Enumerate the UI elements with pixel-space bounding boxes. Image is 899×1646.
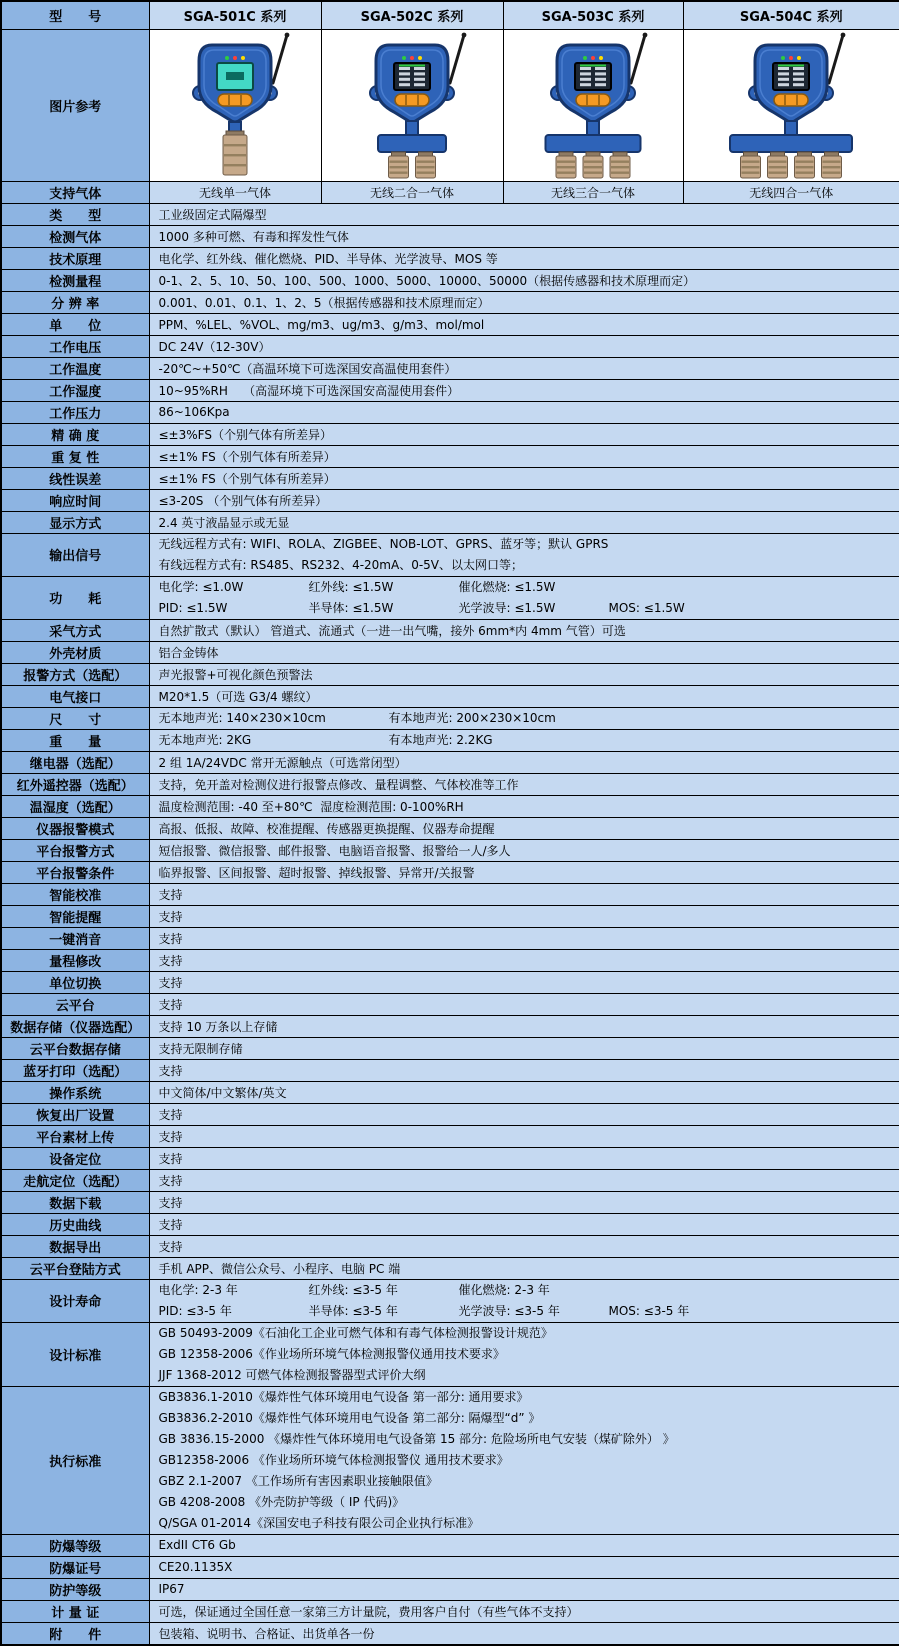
spec-row-value: 中文简体/中文繁体/英文	[149, 1081, 899, 1103]
spec-value-line	[159, 577, 899, 598]
product-image-sga-504c	[706, 31, 876, 179]
spec-row-value: CE20.1135X	[149, 1556, 899, 1578]
spec-row	[1, 1169, 899, 1191]
spec-value-seg: 无本地声光: 140×230×10cm	[159, 710, 389, 727]
spec-row-value: 支持	[149, 1103, 899, 1125]
spec-row-value	[149, 1322, 899, 1386]
spec-value-seg: 有本地声光: 2.2KG	[389, 732, 493, 749]
spec-value-seg: 光学波导: ≤3-5 年	[459, 1303, 609, 1320]
product-image-cell	[683, 29, 899, 181]
spec-row-label: 红外遥控器（选配）	[1, 773, 149, 795]
spec-row-label: 采气方式	[1, 619, 149, 641]
spec-row-label: 类 型	[1, 203, 149, 225]
spec-row	[1, 291, 899, 313]
spec-row-value: 手机 APP、微信公众号、小程序、电脑 PC 端	[149, 1257, 899, 1279]
spec-value-line	[159, 708, 899, 729]
spec-row-value	[149, 707, 899, 729]
spec-row-label: 设计寿命	[1, 1279, 149, 1322]
spec-row-label: 平台报警方式	[1, 839, 149, 861]
supported-gas-row	[1, 181, 899, 203]
spec-value-seg: 光学波导: ≤1.5W	[459, 600, 609, 617]
spec-row	[1, 641, 899, 663]
spec-row-label: 功 耗	[1, 576, 149, 619]
spec-row-label: 历史曲线	[1, 1213, 149, 1235]
spec-row-value: 铝合金铸体	[149, 641, 899, 663]
spec-row-label: 防护等级	[1, 1578, 149, 1600]
spec-row-value: 临界报警、区间报警、超时报警、掉线报警、异常开/关报警	[149, 861, 899, 883]
spec-row-value: 支持	[149, 883, 899, 905]
spec-row-value	[149, 533, 899, 576]
spec-row-value: IP67	[149, 1578, 899, 1600]
spec-value-line: 有线远程方式有: RS485、RS232、4-20mA、0-5V、以太网口等；	[159, 555, 899, 576]
spec-row-label: 温湿度（选配）	[1, 795, 149, 817]
spec-row-label: 工作电压	[1, 335, 149, 357]
spec-value-seg: 红外线: ≤1.5W	[309, 579, 459, 596]
spec-value-seg: 无本地声光: 2KG	[159, 732, 389, 749]
spec-value-line	[159, 1280, 899, 1301]
spec-row	[1, 707, 899, 729]
spec-row-label: 数据存储（仪器选配）	[1, 1015, 149, 1037]
spec-row-label: 数据下载	[1, 1191, 149, 1213]
spec-row-value: 支持 10 万条以上存储	[149, 1015, 899, 1037]
spec-row-value: 支持	[149, 1235, 899, 1257]
spec-row	[1, 401, 899, 423]
spec-row-value: 电化学、红外线、催化燃烧、PID、半导体、光学波导、MOS 等	[149, 247, 899, 269]
spec-row-label: 重 复 性	[1, 445, 149, 467]
spec-row-value: 温度检测范围: -40 至+80℃ 湿度检测范围: 0-100%RH	[149, 795, 899, 817]
spec-row-label: 工作湿度	[1, 379, 149, 401]
spec-row-label: 防爆等级	[1, 1534, 149, 1556]
spec-row-value: 支持	[149, 927, 899, 949]
spec-value-seg: 催化燃烧: 2-3 年	[459, 1282, 550, 1299]
spec-row	[1, 533, 899, 576]
product-image-cell	[321, 29, 503, 181]
spec-value-seg: 电化学: ≤1.0W	[159, 579, 309, 596]
spec-row-label: 检测气体	[1, 225, 149, 247]
spec-row-value: 自然扩散式（默认） 管道式、流通式（一进一出气嘴，接外 6mm*内 4mm 气管）可选	[149, 619, 899, 641]
spec-row-label: 云平台数据存储	[1, 1037, 149, 1059]
spec-row-label: 量程修改	[1, 949, 149, 971]
spec-row-label: 数据导出	[1, 1235, 149, 1257]
spec-row	[1, 1622, 899, 1645]
spec-row-label: 附 件	[1, 1622, 149, 1645]
spec-row	[1, 1213, 899, 1235]
spec-row-value: ≤±1% FS（个别气体有所差异）	[149, 445, 899, 467]
spec-row	[1, 1191, 899, 1213]
spec-row	[1, 1125, 899, 1147]
spec-value-line: GB 12358-2006《作业场所环境气体检测报警仪通用技术要求》	[159, 1344, 899, 1365]
spec-row-label: 检测量程	[1, 269, 149, 291]
product-image-sga-503c	[508, 31, 678, 179]
spec-row	[1, 1081, 899, 1103]
spec-row	[1, 379, 899, 401]
spec-row-label: 单位切换	[1, 971, 149, 993]
spec-value-line: JJF 1368-2012 可燃气体检测报警器型式评价大纲	[159, 1365, 899, 1386]
spec-row	[1, 1386, 899, 1534]
spec-row-label: 响应时间	[1, 489, 149, 511]
product-image-sga-502c	[327, 31, 497, 179]
spec-row-label: 仪器报警模式	[1, 817, 149, 839]
spec-row-label: 尺 寸	[1, 707, 149, 729]
spec-row-label: 精 确 度	[1, 423, 149, 445]
product-image-cell	[503, 29, 683, 181]
spec-row-value: -20℃~+50℃（高温环境下可选深国安高温使用套件）	[149, 357, 899, 379]
spec-row	[1, 795, 899, 817]
spec-row-value	[149, 1279, 899, 1322]
spec-row-label: 一键消音	[1, 927, 149, 949]
spec-row-label: 分 辨 率	[1, 291, 149, 313]
spec-value-line: GBZ 2.1-2007 《工作场所有害因素职业接触限值》	[159, 1471, 899, 1492]
spec-row-value	[149, 1386, 899, 1534]
spec-row-label: 智能提醒	[1, 905, 149, 927]
spec-row	[1, 1059, 899, 1081]
spec-row-value: 支持	[149, 1125, 899, 1147]
spec-row-label: 技术原理	[1, 247, 149, 269]
spec-row-value: 支持	[149, 1191, 899, 1213]
spec-row-value: 支持无限制存储	[149, 1037, 899, 1059]
spec-row	[1, 1534, 899, 1556]
spec-row-label: 平台报警条件	[1, 861, 149, 883]
spec-row	[1, 883, 899, 905]
spec-row-label: 执行标准	[1, 1386, 149, 1534]
spec-value-seg: 催化燃烧: ≤1.5W	[459, 579, 556, 596]
spec-row	[1, 1556, 899, 1578]
spec-row-label: 智能校准	[1, 883, 149, 905]
spec-row-value: ≤±1% FS（个别气体有所差异）	[149, 467, 899, 489]
spec-row-label: 重 量	[1, 729, 149, 751]
product-image-sga-501c	[150, 31, 320, 179]
spec-row	[1, 751, 899, 773]
spec-row	[1, 423, 899, 445]
spec-row-value: 2.4 英寸液晶显示或无显	[149, 511, 899, 533]
model-header-cell: SGA-503C 系列	[503, 1, 683, 29]
spec-value-seg: MOS: ≤1.5W	[609, 600, 685, 617]
spec-row	[1, 576, 899, 619]
spec-row-value: 0.001、0.01、0.1、1、2、5（根据传感器和技术原理而定）	[149, 291, 899, 313]
spec-row	[1, 993, 899, 1015]
spec-row-value: 支持，免开盖对检测仪进行报警点修改、量程调整、气体校准等工作	[149, 773, 899, 795]
spec-row-label: 计 量 证	[1, 1600, 149, 1622]
spec-row-label: 工作温度	[1, 357, 149, 379]
spec-row-value: 高报、低报、故障、校准提醒、传感器更换提醒、仪器寿命提醒	[149, 817, 899, 839]
spec-row-value: 可选，保证通过全国任意一家第三方计量院，费用客户自付（有些气体不支持）	[149, 1600, 899, 1622]
spec-row	[1, 949, 899, 971]
spec-row	[1, 773, 899, 795]
spec-row-label: 走航定位（选配）	[1, 1169, 149, 1191]
spec-row	[1, 1103, 899, 1125]
spec-row	[1, 357, 899, 379]
spec-row-value: 支持	[149, 993, 899, 1015]
model-header-row	[1, 1, 899, 29]
spec-row	[1, 203, 899, 225]
spec-row-value: 支持	[149, 1059, 899, 1081]
supported-gas-cell: 无线四合一气体	[683, 181, 899, 203]
spec-row-label: 输出信号	[1, 533, 149, 576]
spec-row-value: 2 组 1A/24VDC 常开无源触点（可选常闭型）	[149, 751, 899, 773]
spec-row-label: 单 位	[1, 313, 149, 335]
supported-gas-label: 支持气体	[1, 181, 149, 203]
spec-row	[1, 927, 899, 949]
spec-row-value: 工业级固定式隔爆型	[149, 203, 899, 225]
spec-value-line	[159, 598, 899, 619]
spec-row-label: 防爆证号	[1, 1556, 149, 1578]
spec-value-line: Q/SGA 01-2014《深国安电子科技有限公司企业执行标准》	[159, 1513, 899, 1534]
spec-row	[1, 1578, 899, 1600]
spec-row-value: 10~95%RH （高湿环境下可选深国安高湿使用套件）	[149, 379, 899, 401]
spec-row	[1, 269, 899, 291]
spec-value-line	[159, 1301, 899, 1322]
spec-row	[1, 1037, 899, 1059]
spec-value-seg: MOS: ≤3-5 年	[609, 1303, 690, 1320]
product-image-row	[1, 29, 899, 181]
spec-row-value: 支持	[149, 971, 899, 993]
spec-row	[1, 1322, 899, 1386]
spec-value-line: GB12358-2006 《作业场所环境气体检测报警仪 通用技术要求》	[159, 1450, 899, 1471]
spec-value-seg: 半导体: ≤1.5W	[309, 600, 459, 617]
spec-row-label: 报警方式（选配）	[1, 663, 149, 685]
model-header-cell: SGA-504C 系列	[683, 1, 899, 29]
spec-row-label: 恢复出厂设置	[1, 1103, 149, 1125]
spec-row-value: PPM、%LEL、%VOL、mg/m3、ug/m3、g/m3、mol/mol	[149, 313, 899, 335]
spec-row-value: 短信报警、微信报警、邮件报警、电脑语音报警、报警给一人/多人	[149, 839, 899, 861]
spec-row-label: 设计标准	[1, 1322, 149, 1386]
spec-row-value: 支持	[149, 905, 899, 927]
model-header-cell: SGA-502C 系列	[321, 1, 503, 29]
spec-row	[1, 663, 899, 685]
spec-row	[1, 225, 899, 247]
spec-row-value: ≤±3%FS（个别气体有所差异）	[149, 423, 899, 445]
spec-value-line: GB3836.1-2010《爆炸性气体环境用电气设备 第一部分: 通用要求》	[159, 1387, 899, 1408]
spec-row	[1, 489, 899, 511]
spec-row-value	[149, 576, 899, 619]
spec-row	[1, 1600, 899, 1622]
spec-value-seg: PID: ≤1.5W	[159, 600, 309, 617]
spec-row-label: 外壳材质	[1, 641, 149, 663]
model-header-cell: SGA-501C 系列	[149, 1, 321, 29]
spec-row-value: 支持	[149, 1169, 899, 1191]
spec-row	[1, 817, 899, 839]
supported-gas-cell: 无线三合一气体	[503, 181, 683, 203]
spec-value-seg: 半导体: ≤3-5 年	[309, 1303, 459, 1320]
spec-row	[1, 467, 899, 489]
spec-row-value	[149, 729, 899, 751]
spec-row	[1, 685, 899, 707]
spec-row	[1, 971, 899, 993]
spec-row-label: 云平台登陆方式	[1, 1257, 149, 1279]
spec-row	[1, 1147, 899, 1169]
spec-value-seg: 有本地声光: 200×230×10cm	[389, 710, 556, 727]
spec-value-line: GB 4208-2008 《外壳防护等级（ IP 代码)》	[159, 1492, 899, 1513]
spec-row-value: DC 24V（12-30V）	[149, 335, 899, 357]
supported-gas-cell: 无线二合一气体	[321, 181, 503, 203]
spec-row	[1, 839, 899, 861]
spec-row-value: ≤3-20S （个别气体有所差异）	[149, 489, 899, 511]
spec-value-line: GB 50493-2009《石油化工企业可燃气体和有毒气体检测报警设计规范》	[159, 1323, 899, 1344]
spec-row	[1, 1257, 899, 1279]
image-row-label: 图片参考	[1, 29, 149, 181]
product-image-cell	[149, 29, 321, 181]
spec-row-label: 平台素材上传	[1, 1125, 149, 1147]
spec-row-label: 工作压力	[1, 401, 149, 423]
supported-gas-cell: 无线单一气体	[149, 181, 321, 203]
spec-value-seg: 红外线: ≤3-5 年	[309, 1282, 459, 1299]
spec-row	[1, 335, 899, 357]
spec-row-label: 显示方式	[1, 511, 149, 533]
spec-row-value: 声光报警+可视化颜色预警法	[149, 663, 899, 685]
spec-row-value: ExdII CT6 Gb	[149, 1534, 899, 1556]
spec-row-value: 0-1、2、5、10、50、100、500、1000、5000、10000、50000（根据传感器和技术原理而定）	[149, 269, 899, 291]
spec-row	[1, 313, 899, 335]
model-header-label: 型 号	[1, 1, 149, 29]
spec-value-line	[159, 730, 899, 751]
spec-value-seg: PID: ≤3-5 年	[159, 1303, 309, 1320]
spec-row-value: 包装箱、说明书、合格证、出货单各一份	[149, 1622, 899, 1645]
spec-row	[1, 247, 899, 269]
spec-row-label: 电气接口	[1, 685, 149, 707]
spec-row-value: M20*1.5（可选 G3/4 螺纹）	[149, 685, 899, 707]
spec-row-label: 继电器（选配）	[1, 751, 149, 773]
spec-row-value: 1000 多种可燃、有毒和挥发性气体	[149, 225, 899, 247]
spec-value-seg: 电化学: 2-3 年	[159, 1282, 309, 1299]
spec-row-value: 支持	[149, 1147, 899, 1169]
spec-row	[1, 905, 899, 927]
spec-value-line: GB 3836.15-2000 《爆炸性气体环境用电气设备第 15 部分: 危险场所电气安装（煤矿除外） 》	[159, 1429, 899, 1450]
spec-row-label: 操作系统	[1, 1081, 149, 1103]
spec-row	[1, 1279, 899, 1322]
spec-value-line: GB3836.2-2010《爆炸性气体环境用电气设备 第二部分: 隔爆型“d” 》	[159, 1408, 899, 1429]
spec-row	[1, 445, 899, 467]
spec-row-label: 云平台	[1, 993, 149, 1015]
spec-row-label: 蓝牙打印（选配）	[1, 1059, 149, 1081]
spec-row	[1, 1235, 899, 1257]
spec-row-value: 支持	[149, 949, 899, 971]
spec-row-value: 86~106Kpa	[149, 401, 899, 423]
spec-row	[1, 729, 899, 751]
spec-row-label: 线性误差	[1, 467, 149, 489]
spec-row	[1, 511, 899, 533]
spec-value-line: 无线远程方式有: WIFI、ROLA、ZIGBEE、NOB-LOT、GPRS、蓝牙等；默认 GPRS	[159, 534, 899, 555]
spec-row-label: 设备定位	[1, 1147, 149, 1169]
spec-row-value: 支持	[149, 1213, 899, 1235]
spec-row	[1, 861, 899, 883]
spec-row	[1, 619, 899, 641]
spec-row	[1, 1015, 899, 1037]
